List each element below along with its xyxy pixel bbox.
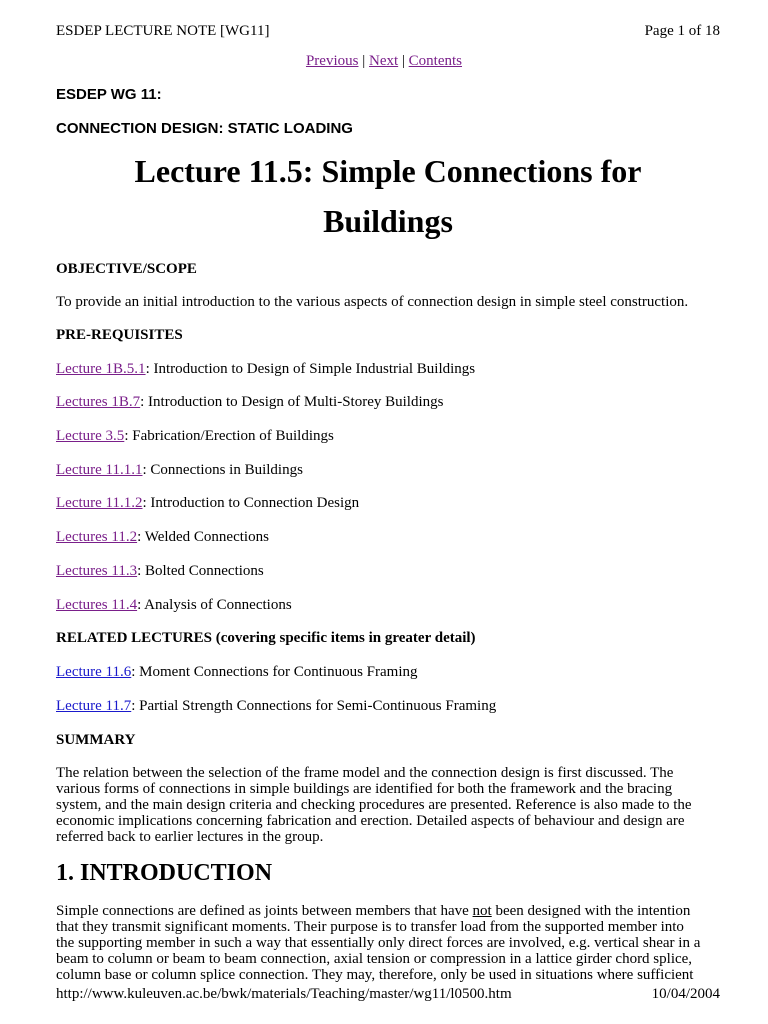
footer-url: http://www.kuleuven.ac.be/bwk/materials/Teaching/master/wg11/l0500.htm: [56, 986, 512, 1002]
prerequisite-item: [56, 393, 720, 411]
lecture-description: : Partial Strength Connections for Semi-Continuous Framing: [131, 698, 497, 714]
nav-separator: |: [358, 53, 369, 69]
header-page-number: Page 1 of 18: [644, 23, 720, 39]
intro-line: the supporting member in such a way that essentially only direct forces are involved, e.g. vertical shear in a: [56, 935, 701, 951]
lecture-description: : Analysis of Connections: [137, 597, 292, 613]
summary-line: The relation between the selection of the frame model and the connection design is first discussed. The: [56, 765, 674, 781]
intro-text: Simple connections are defined as joints between members that have: [56, 903, 473, 919]
summary-paragraph: [56, 765, 720, 845]
summary-line: system, and the main design criteria and checking procedures are presented. Reference is also made to the: [56, 797, 692, 813]
lecture-link[interactable]: Lectures 11.2: [56, 529, 138, 545]
contents-link[interactable]: Contents: [408, 53, 463, 69]
prerequisite-item: [56, 494, 720, 512]
footer-date: 10/04/2004: [651, 986, 720, 1002]
introduction-paragraph: [56, 903, 720, 983]
intro-line: column base or column splice connection. They may, therefore, only be used in situations where sufficient: [56, 967, 694, 983]
prerequisites-list: [56, 360, 720, 614]
lecture-description: : Bolted Connections: [137, 563, 264, 579]
intro-text: been designed with the intention: [491, 903, 691, 919]
lecture-description: : Moment Connections for Continuous Framing: [131, 664, 418, 680]
lecture-link[interactable]: Lectures 11.3: [56, 563, 138, 579]
lecture-description: : Welded Connections: [137, 529, 269, 545]
page-title-line1: Lecture 11.5: Simple Connections for: [134, 153, 642, 189]
prerequisite-item: [56, 360, 720, 378]
related-lectures-heading: RELATED LECTURES (covering specific items in greater detail): [56, 630, 476, 646]
prerequisite-item: [56, 562, 720, 580]
prerequisite-item: [56, 461, 720, 479]
summary-heading: SUMMARY: [56, 732, 136, 748]
lecture-link[interactable]: Lectures 1B.7: [56, 394, 141, 410]
previous-link[interactable]: Previous: [305, 53, 359, 69]
working-group-label: ESDEP WG 11:: [56, 86, 162, 103]
main-content: [56, 86, 720, 983]
lecture-link[interactable]: Lecture 11.1.1: [56, 462, 143, 478]
related-lectures-list: [56, 663, 720, 715]
prerequisites-heading: PRE-REQUISITES: [56, 327, 183, 343]
prerequisite-item: [56, 596, 720, 614]
nav-links: [0, 52, 768, 70]
lecture-description: : Fabrication/Erection of Buildings: [124, 428, 334, 444]
lecture-description: : Introduction to Connection Design: [142, 495, 360, 511]
lecture-link[interactable]: Lecture 3.5: [56, 428, 125, 444]
lecture-link[interactable]: Lecture 1B.5.1: [56, 361, 146, 377]
lecture-link[interactable]: Lecture 11.1.2: [56, 495, 143, 511]
intro-line: that they transmit significant moments. Their purpose is to transfer load from the supported member into: [56, 919, 684, 935]
prerequisite-item: [56, 427, 720, 445]
summary-line: various forms of connections in simple buildings are identified for both the framework and the bracing: [56, 781, 673, 797]
nav-separator: |: [398, 53, 409, 69]
summary-line: referred back to earlier lectures in the group.: [56, 829, 324, 845]
introduction-heading: 1. INTRODUCTION: [56, 860, 273, 886]
header-doc-title: ESDEP LECTURE NOTE [WG11]: [56, 23, 270, 39]
objective-text: To provide an initial introduction to the various aspects of connection design in simple steel construction.: [56, 294, 689, 310]
lecture-description: : Introduction to Design of Simple Industrial Buildings: [145, 361, 476, 377]
print-footer: [56, 985, 720, 1003]
lecture-description: : Connections in Buildings: [142, 462, 303, 478]
objective-heading: OBJECTIVE/SCOPE: [56, 261, 197, 277]
related-item: [56, 697, 720, 715]
intro-line: [56, 903, 720, 919]
prerequisite-item: [56, 528, 720, 546]
lecture-link[interactable]: Lecture 11.6: [56, 664, 132, 680]
working-group-subtitle: CONNECTION DESIGN: STATIC LOADING: [56, 120, 353, 137]
next-link[interactable]: Next: [368, 53, 399, 69]
lecture-link[interactable]: Lecture 11.7: [56, 698, 132, 714]
lecture-description: : Introduction to Design of Multi-Storey Buildings: [140, 394, 444, 410]
lecture-link[interactable]: Lectures 11.4: [56, 597, 138, 613]
intro-line: beam to column or beam to beam connection, axial tension or compression in a lattice girder chord splice,: [56, 951, 693, 967]
print-header: [56, 22, 720, 40]
related-item: [56, 663, 720, 681]
emphasis-not: not: [472, 903, 492, 919]
page-title-line2: Buildings: [323, 203, 453, 239]
summary-line: economic implications concerning fabrication and erection. Detailed aspects of behaviour and design are: [56, 813, 685, 829]
